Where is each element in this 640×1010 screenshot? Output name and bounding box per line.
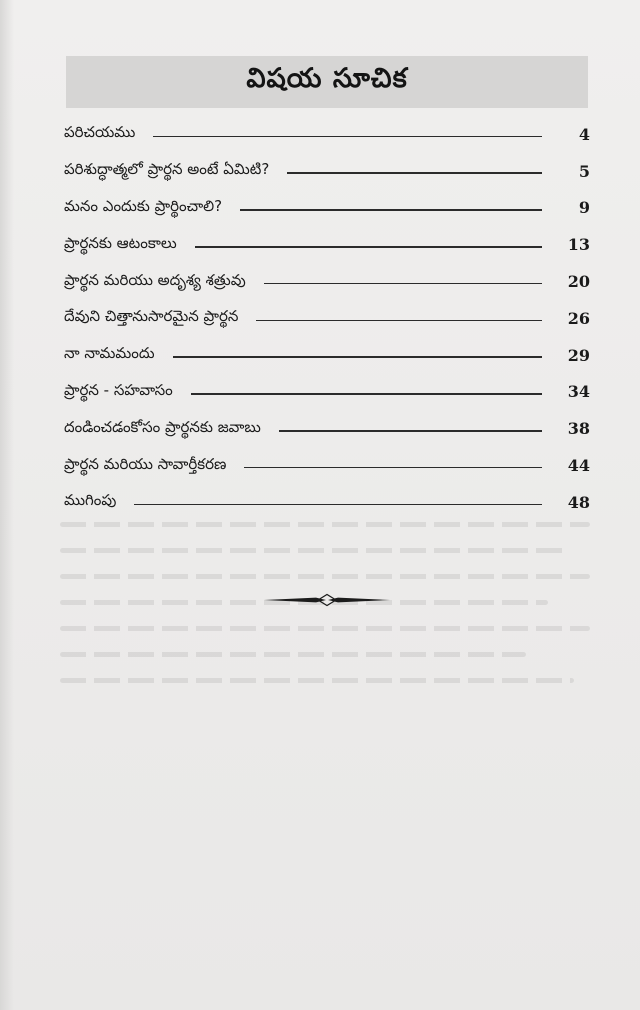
toc-entry — [64, 484, 590, 521]
toc-page-number: 34 — [567, 382, 590, 402]
toc-page-number: 38 — [567, 419, 590, 439]
toc-entry-title: పరిశుద్ధాత్మలో ప్రార్థన అంటే ఏమిటి? — [64, 160, 270, 179]
toc-entry-title: ప్రార్థనకు ఆటంకాలు — [64, 233, 177, 252]
toc-entry-title: మనం ఎందుకు ప్రార్థించాలి? — [64, 196, 223, 215]
toc-page-number: 44 — [567, 456, 590, 476]
table-of-contents — [64, 116, 590, 521]
toc-page-number: 26 — [567, 308, 590, 328]
toc-page-number: 29 — [567, 345, 590, 365]
page-edge-shadow — [0, 0, 14, 1010]
title-banner — [66, 56, 588, 108]
toc-leader-line — [287, 172, 542, 174]
toc-entry-title: ప్రార్థన - సహవాసం — [64, 380, 173, 399]
toc-leader-line — [191, 393, 542, 395]
toc-entry-title: ప్రార్థన మరియు అదృశ్య శత్రువు — [64, 270, 246, 289]
double-spear-ornament-icon — [262, 592, 392, 608]
toc-entry-title: దేవుని చిత్తానుసారమైన ప్రార్థన — [64, 307, 239, 326]
toc-entry — [64, 116, 590, 153]
toc-entry-title: పరిచయము — [64, 123, 136, 142]
toc-entry — [64, 337, 590, 374]
toc-entry-title: దండించడంకోసం ప్రార్థనకు జవాబు — [64, 417, 261, 436]
toc-entry — [64, 374, 590, 411]
toc-page-number: 13 — [567, 235, 590, 255]
toc-page-number: 9 — [578, 198, 590, 218]
toc-page-number: 5 — [578, 161, 590, 181]
toc-page-number: 4 — [578, 124, 590, 144]
toc-leader-line — [279, 430, 542, 432]
toc-leader-line — [134, 504, 542, 506]
toc-entry — [64, 190, 590, 227]
toc-entry — [64, 300, 590, 337]
toc-entry — [64, 263, 590, 300]
bleed-through-text — [60, 522, 590, 722]
toc-entry — [64, 226, 590, 263]
toc-page-number: 48 — [567, 492, 590, 512]
toc-leader-line — [256, 320, 542, 322]
toc-leader-line — [244, 467, 542, 469]
toc-entry-title: ప్రార్థన మరియు సావార్తీకరణ — [64, 454, 227, 473]
toc-leader-line — [153, 136, 542, 138]
toc-leader-line — [195, 246, 542, 248]
page-title: విషయ సూచిక — [246, 63, 408, 94]
toc-leader-line — [173, 356, 542, 358]
toc-page-number: 20 — [567, 272, 590, 292]
toc-leader-line — [240, 209, 542, 211]
toc-entry — [64, 153, 590, 190]
toc-entry — [64, 447, 590, 484]
toc-leader-line — [264, 283, 542, 285]
toc-entry-title: నా నామమందు — [64, 344, 155, 363]
toc-entry — [64, 410, 590, 447]
toc-entry-title: ముగింపు — [64, 491, 117, 510]
